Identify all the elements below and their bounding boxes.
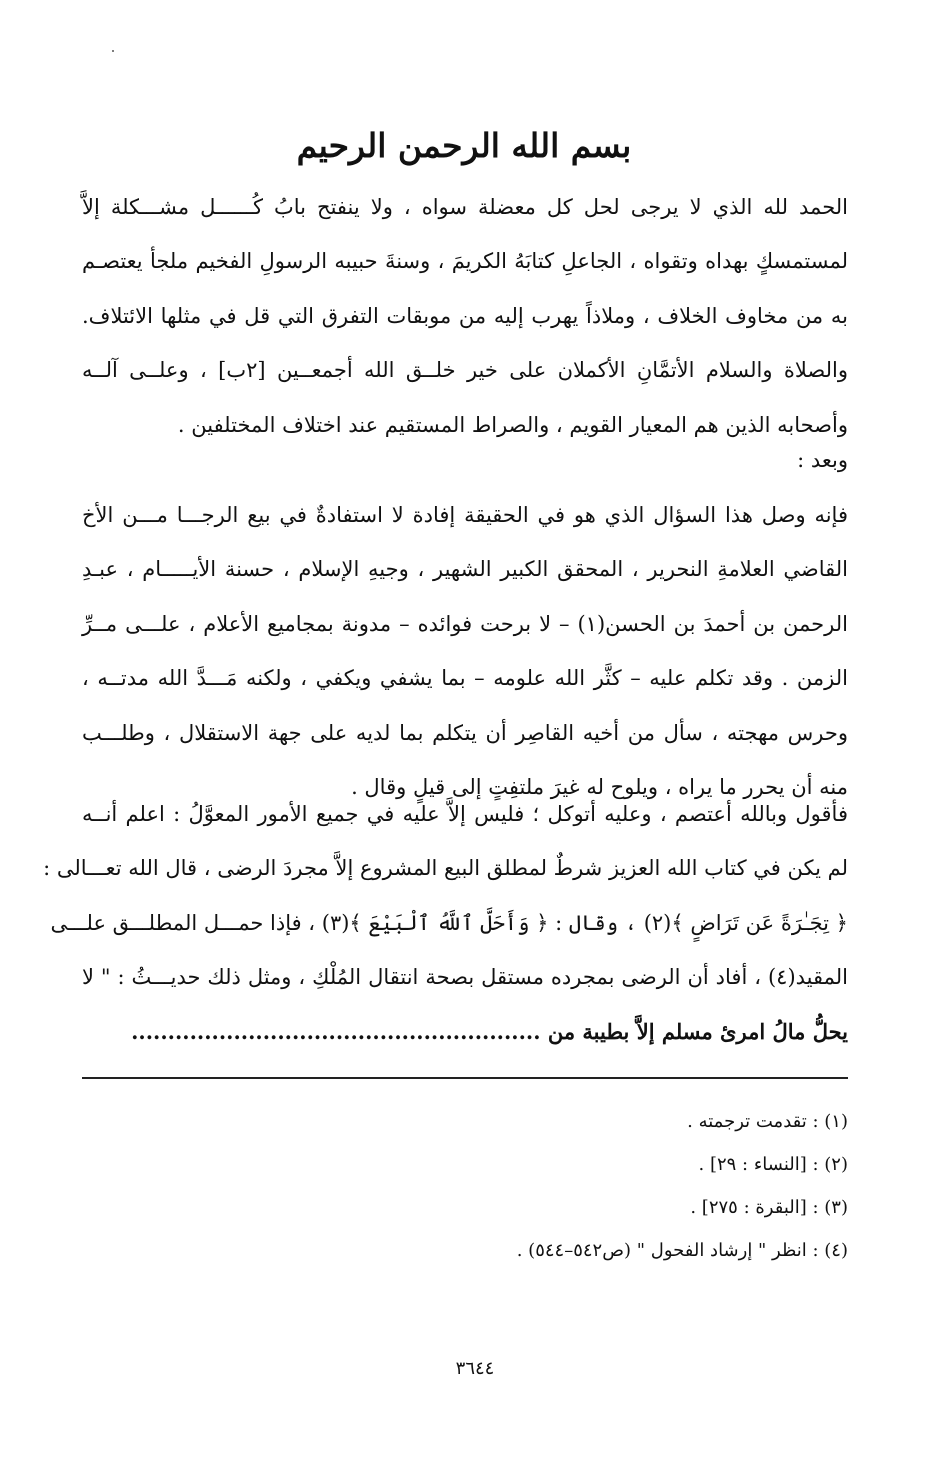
text-line: به من مخاوف الخلاف ، وملاذاً يهرب إليه من موبقات التفرق التي قل في مثلها الائتلاف. bbox=[82, 303, 848, 328]
text-line: وحرس مهجته ، سأل من أخيه القاصِر أن يتكلم بما لديه على جهة الاستقلال ، وطلـــب bbox=[82, 720, 848, 745]
text-line: منه أن يحرر ما يراه ، ويلوح له غيرَ ملتفِتٍ إلى قيلٍ وقال . bbox=[351, 774, 848, 799]
text-line: وأصحابه الذين هم المعيار القويم ، والصراط المستقيم عند اختلاف المختلفين . bbox=[177, 412, 848, 437]
wabaad-line bbox=[82, 433, 848, 487]
text-line: لم يكن في كتاب الله العزيز شرطٌ لمطلق البيع المشروع إلاَّ مجردَ الرضى ، قال الله تعـــالى : bbox=[43, 856, 848, 881]
footnote-divider bbox=[82, 1077, 848, 1079]
text-line: الرحمن بن أحمدَ بن الحسن(١) – لا برحت فوائده – مدونة بمجاميع الأعلام ، علـــى مــرِّ bbox=[82, 611, 848, 636]
intro-paragraph bbox=[82, 180, 848, 452]
scan-dot bbox=[112, 50, 114, 52]
footnotes bbox=[82, 1100, 848, 1272]
page-number: ٣٦٤٤ bbox=[455, 1358, 495, 1379]
footnote: (٣) : [البقرة : ٢٧٥] . bbox=[690, 1197, 848, 1218]
text-line: المقيد(٤) ، أفاد أن الرضى بمجرده مستقل بصحة انتقال المُلْكِ ، ومثل ذلك حديـــثُ : " لا bbox=[82, 965, 848, 990]
footnote: (٢) : [النساء : ٢٩] . bbox=[698, 1154, 848, 1175]
text-line: الحمد لله الذي لا يرجى لحل كل معضلة سواه ، ولا ينفتح بابُ كُــــــل مشـــكلة إلاَّ bbox=[82, 195, 848, 219]
text-line: والصلاة والسلام الأتمَّانِ الأكملان على خير خلــق الله أجمعــين [٢ب] ، وعلــى آلــه bbox=[82, 358, 848, 383]
question-paragraph bbox=[82, 488, 848, 814]
footnote: (١) : تقدمت ترجمته . bbox=[687, 1111, 848, 1132]
text-line: فأقول وبالله أعتصم ، وعليه أتوكل ؛ فليس إلاَّ عليه في جميع الأمور المعوَّلُ : اعلم أنــه bbox=[82, 802, 848, 826]
text-line: ﴿ تِجَـٰرَةً عَن تَرَاضٍ ﴾(٢) ، وقال : ﴿ وَأَحَلَّ ٱللَّهُ ٱلْبَيْعَ ﴾(٣) ، فإذا حمـــل المطلـــق علـــى bbox=[50, 910, 848, 935]
text-line: لمستمسكٍ بهداه وتقواه ، الجاعلِ كتابَهُ الكريمَ ، وسنةَ حبيبه الرسولِ الفخيم ملجأ يعتصـم bbox=[82, 249, 848, 274]
footnote: (٤) : انظر " إرشاد الفحول " (ص٥٤٢–٥٤٤) . bbox=[516, 1240, 848, 1261]
answer-paragraph bbox=[43, 787, 848, 1059]
text-line: يحلُّ مالُ امرئ مسلم إلاَّ بطيبة من ........................................................ bbox=[131, 1018, 848, 1044]
text-line: وبعد : bbox=[797, 448, 848, 472]
basmala-title: بسم الله الرحمن الرحيم bbox=[296, 126, 632, 165]
text-line: الزمن . وقد تكلم عليه – كثَّر الله علومه – بما يشفي ويكفي ، ولكنه مَـــدَّ الله مدتــه ، bbox=[82, 666, 848, 691]
text-line: القاضي العلامةِ النحرير ، المحقق الكبير الشهير ، وجيهِ الإسلام ، حسنة الأيـــــام ، عبـدِ bbox=[82, 557, 848, 582]
text-line: فإنه وصل هذا السؤال الذي هو في الحقيقة إفادة لا استفادةٌ في بيع الرجـــا مـــن الأخ bbox=[82, 503, 848, 527]
